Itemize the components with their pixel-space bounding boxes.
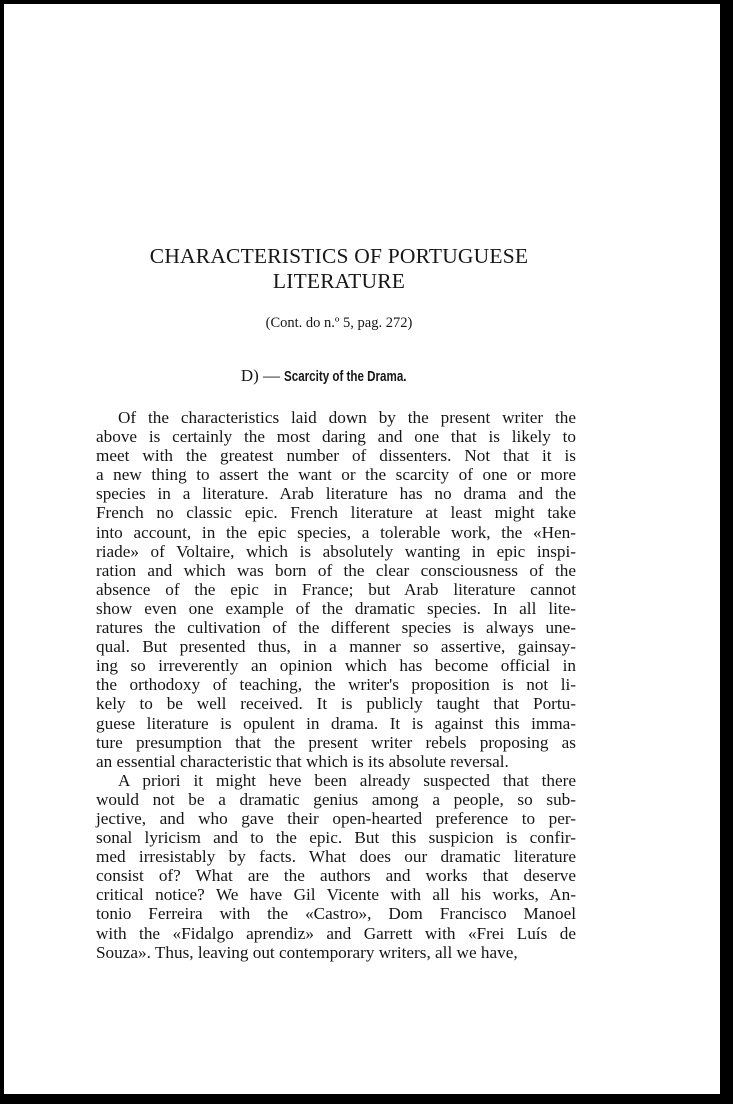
text-line: French no classic epic. French literature at least might take (96, 503, 576, 523)
text-line: guese literature is opulent in drama. It is against this imma- (96, 713, 576, 733)
text-line: show even one example of the dramatic species. In all lite- (96, 598, 576, 618)
text-line: an essential characteristic that which is its absolute reversal. (96, 751, 509, 771)
text-line: Souza». Thus, leaving out contemporary writers, all we have, (96, 942, 518, 962)
text-line: a new thing to assert the want or the scarcity of one or more (96, 465, 576, 485)
continuation-note: (Cont. do n.º 5, pag. 272) (265, 315, 413, 331)
text-line: jective, and who gave their open-hearted preference to per- (96, 808, 576, 828)
article-title (4, 244, 674, 294)
text-line: ration and which was born of the clear consciousness of the (96, 560, 576, 580)
text-line: ratures the cultivation of the different species is always une- (96, 618, 576, 638)
text-line: sonal lyricism and to the epic. But this suspicion is confir- (96, 828, 576, 848)
text-line: A priori it might heve been already suspected that there (118, 770, 576, 790)
text-line: would not be a dramatic genius among a people, so sub- (96, 789, 576, 809)
text-line: above is certainly the most daring and one that is likely to (96, 427, 576, 447)
text-line: ture presumption that the present writer rebels proposing as (96, 732, 576, 752)
text-line: critical notice? We have Gil Vicente with all his works, An- (96, 885, 576, 905)
text-line: consist of? What are the authors and works that deserve (96, 866, 576, 886)
paragraph (96, 771, 576, 962)
title-line: LITERATURE (272, 269, 406, 293)
document-page (4, 4, 720, 1094)
text-line: the orthodoxy of teaching, the writer's proposition is not li- (96, 675, 576, 695)
text-line: riade» of Voltaire, which is absolutely wanting in epic inspi- (96, 541, 576, 561)
text-line: qual. But presented thus, in a manner so assertive, gainsay- (96, 637, 576, 657)
paragraph (96, 408, 576, 771)
section-heading (4, 366, 674, 386)
section-marker: D) — (240, 366, 281, 385)
text-line: into account, in the epic species, a tolerable work, the «Hen- (96, 522, 576, 542)
text-line: Of the characteristics laid down by the present writer the (118, 408, 576, 427)
body-text (96, 408, 576, 962)
page-edge-shadow (722, 4, 731, 1102)
text-line: kely to be well received. It is publicly taught that Portu- (96, 694, 576, 714)
title-line: CHARACTERISTICS OF PORTUGUESE (149, 244, 529, 268)
text-line: absence of the epic in France; but Arab literature cannot (96, 579, 576, 599)
text-line: med irresistably by facts. What does our dramatic literature (96, 847, 576, 867)
text-line: species in a literature. Arab literature has no drama and the (96, 484, 576, 504)
text-line: ing so irreverently an opinion which has become official in (96, 656, 576, 676)
section-title: Scarcity of the Drama. (284, 369, 407, 385)
text-line: meet with the greatest number of dissenters. Not that it is (96, 446, 576, 466)
text-line: with the «Fidalgo aprendiz» and Garrett with «Frei Luís de (96, 923, 576, 943)
text-line: tonio Ferreira with the «Castro», Dom Francisco Manoel (96, 904, 576, 924)
